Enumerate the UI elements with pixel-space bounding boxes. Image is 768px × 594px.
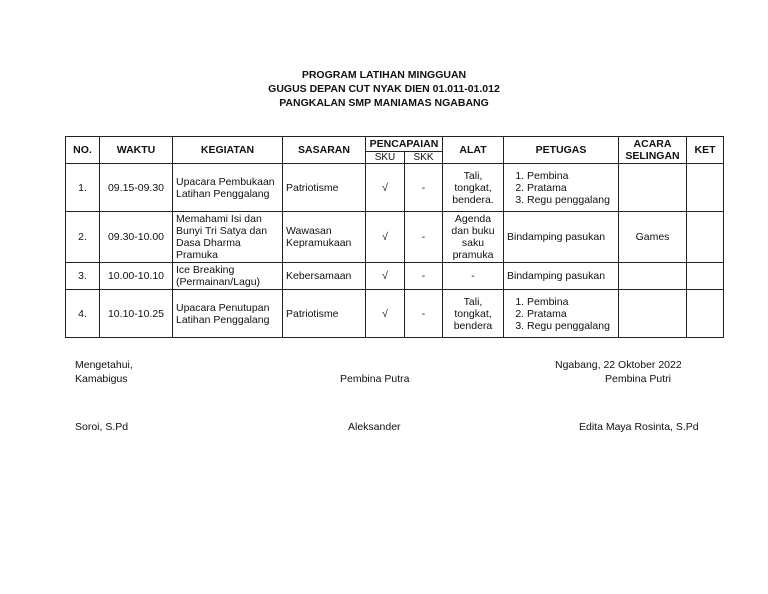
cell-sasaran: Wawasan Kepramukaan [283, 212, 366, 263]
col-sku: SKU [366, 152, 405, 164]
table-row [66, 164, 724, 212]
cell-petugas: Bindamping pasukan [504, 263, 619, 290]
petugas-item: 3. Regu penggalang [527, 194, 615, 206]
cell-acara [619, 290, 687, 338]
cell-ket [687, 164, 724, 212]
table-row [66, 263, 724, 290]
cell-petugas [504, 290, 619, 338]
cell-sku: √ [366, 290, 405, 338]
cell-acara [619, 263, 687, 290]
cell-alat: Tali, tongkat, bendera. [443, 164, 504, 212]
cell-petugas [504, 164, 619, 212]
cell-waktu: 10.00-10.10 [100, 263, 173, 290]
cell-skk: - [405, 212, 443, 263]
cell-sasaran: Patriotisme [283, 164, 366, 212]
petugas-item: 2. Pratama [527, 308, 615, 320]
petugas-item: 1. Pembina [527, 170, 615, 182]
cell-petugas: Bindamping pasukan [504, 212, 619, 263]
cell-skk: - [405, 164, 443, 212]
col-acara-selingan: ACARA SELINGAN [619, 137, 687, 164]
petugas-list [507, 170, 615, 206]
cell-acara: Games [619, 212, 687, 263]
col-pencapaian: PENCAPAIAN [366, 137, 443, 152]
cell-sku: √ [366, 263, 405, 290]
cell-no: 4. [66, 290, 100, 338]
col-waktu: WAKTU [100, 137, 173, 164]
doc-title: PROGRAM LATIHAN MINGGUAN [301, 69, 467, 81]
cell-sku: √ [366, 212, 405, 263]
col-sasaran: SASARAN [283, 137, 366, 164]
cell-kegiatan: Ice Breaking (Permainan/Lagu) [173, 263, 283, 290]
program-table [65, 136, 724, 338]
cell-waktu: 10.10-10.25 [100, 290, 173, 338]
cell-sasaran: Kebersamaan [283, 263, 366, 290]
cell-kegiatan: Memahami Isi dan Bunyi Tri Satya dan Dasa Dharma Pramuka [173, 212, 283, 263]
doc-subtitle-pangkalan: PANGKALAN SMP MANIAMAS NGABANG [279, 97, 489, 109]
sign-pembina-putra-title: Pembina Putra [340, 373, 410, 385]
doc-subtitle-gugus: GUGUS DEPAN CUT NYAK DIEN 01.011-01.012 [268, 83, 500, 95]
col-skk: SKK [405, 152, 443, 164]
cell-no: 3. [66, 263, 100, 290]
petugas-item: 2. Pratama [527, 182, 615, 194]
cell-kegiatan: Upacara Pembukaan Latihan Penggalang [173, 164, 283, 212]
cell-no: 2. [66, 212, 100, 263]
cell-ket [687, 290, 724, 338]
sign-kamabigus-name: Soroi, S.Pd [75, 421, 129, 433]
cell-sku: √ [366, 164, 405, 212]
cell-ket [687, 212, 724, 263]
table-row [66, 290, 724, 338]
sign-pembina-putri-name: Edita Maya Rosinta, S.Pd [579, 421, 699, 433]
sign-pembina-putri-title: Pembina Putri [605, 373, 671, 385]
cell-alat: Agenda dan buku saku pramuka [443, 212, 504, 263]
col-petugas: PETUGAS [504, 137, 619, 164]
cell-sasaran: Patriotisme [283, 290, 366, 338]
petugas-item: 3. Regu penggalang [527, 320, 615, 332]
table-row [66, 212, 724, 263]
cell-kegiatan: Upacara Penutupan Latihan Penggalang [173, 290, 283, 338]
col-alat: ALAT [443, 137, 504, 164]
sign-place-date: Ngabang, 22 Oktober 2022 [555, 359, 682, 371]
petugas-list [507, 296, 615, 332]
cell-acara [619, 164, 687, 212]
sign-mengetahui: Mengetahui, [75, 359, 133, 371]
cell-no: 1. [66, 164, 100, 212]
cell-waktu: 09.30-10.00 [100, 212, 173, 263]
cell-alat: - [443, 263, 504, 290]
petugas-item: 1. Pembina [527, 296, 615, 308]
cell-ket [687, 263, 724, 290]
sign-kamabigus-title: Kamabigus [75, 373, 128, 385]
cell-waktu: 09.15-09.30 [100, 164, 173, 212]
cell-skk: - [405, 263, 443, 290]
cell-alat: Tali, tongkat, bendera [443, 290, 504, 338]
col-no: NO. [66, 137, 100, 164]
col-kegiatan: KEGIATAN [173, 137, 283, 164]
cell-skk: - [405, 290, 443, 338]
col-ket: KET [687, 137, 724, 164]
sign-pembina-putra-name: Aleksander [348, 421, 401, 433]
